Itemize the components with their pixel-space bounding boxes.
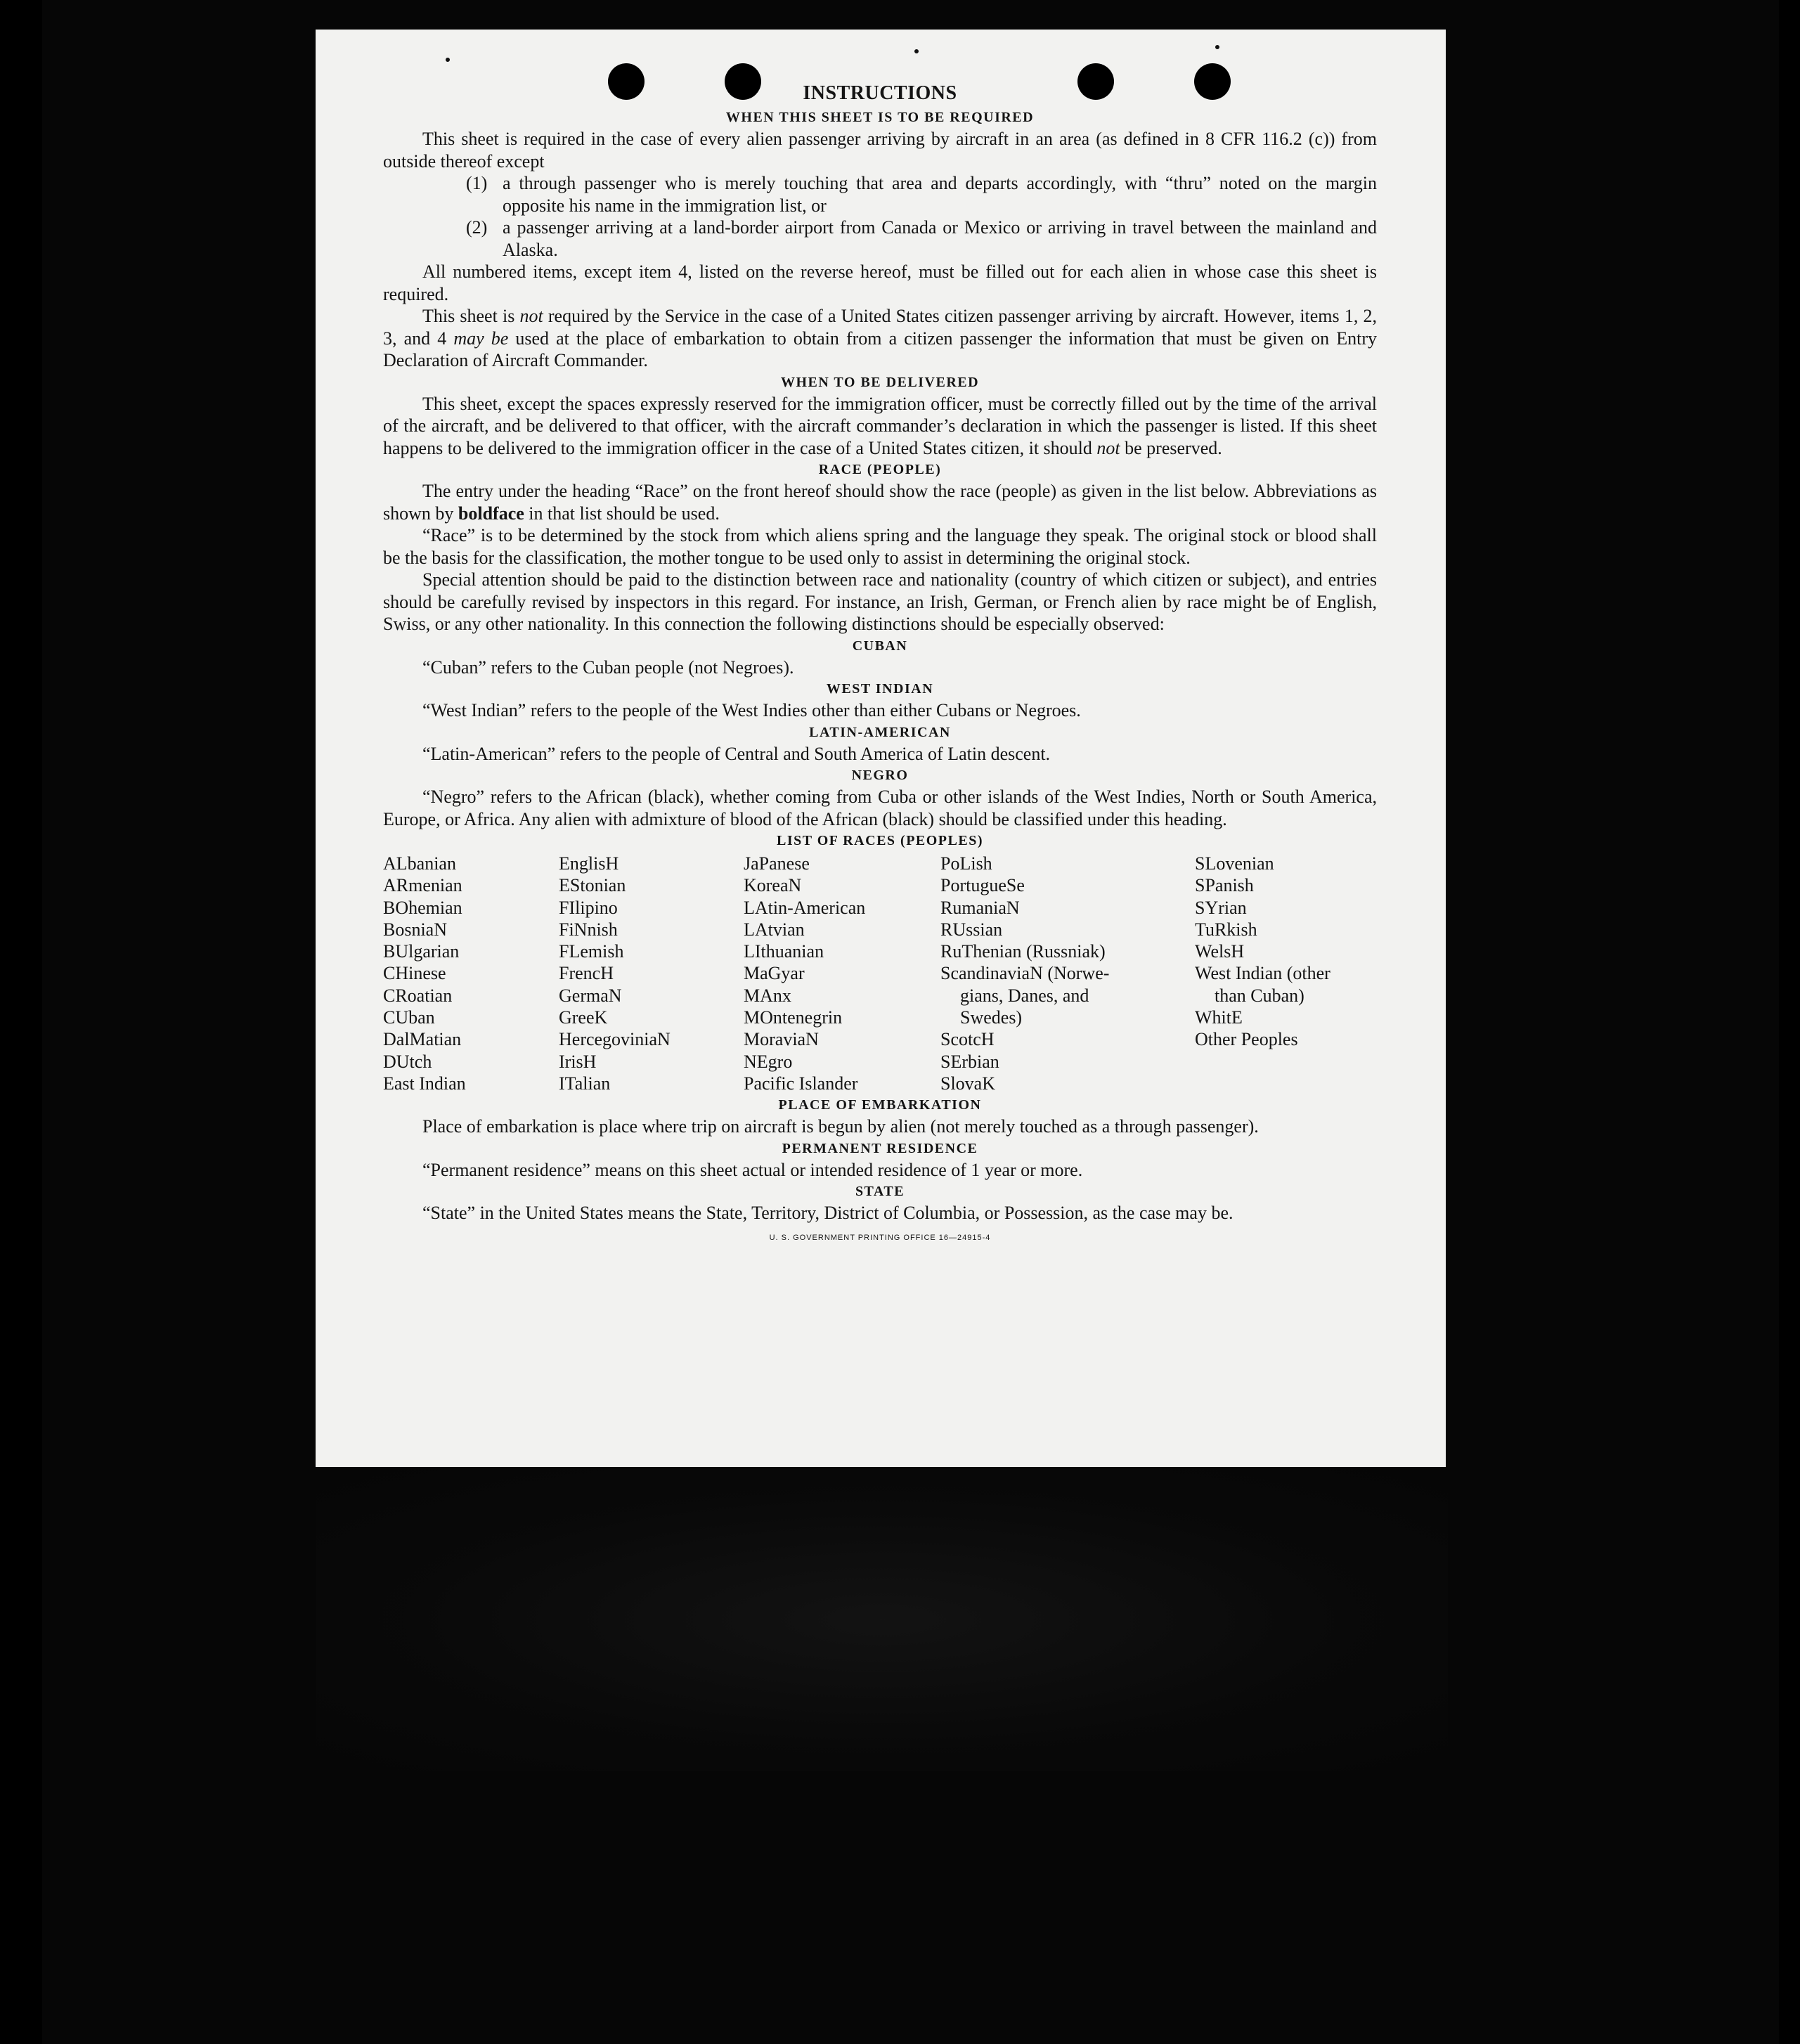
- list-item: WelsH: [1195, 941, 1245, 962]
- list-item: RuThenian (Russniak): [940, 941, 1106, 962]
- race-column-1: [383, 853, 559, 1094]
- paragraph-race-nationality: Special attention should be paid to the distinction between race and nationality (country of which citizen or subject), and entries should be carefully revised by inspectors in this regard. For instance, an Irish, German, or French alien by race might be of English, Swiss, or any other nationality. In this connection the following distinctions should be especially observed:: [383, 569, 1377, 634]
- list-item: BUlgarian: [383, 941, 460, 962]
- list-item: ARmenian: [383, 875, 462, 896]
- list-item: EnglisH: [559, 853, 619, 874]
- list-item: SErbian: [940, 1051, 999, 1072]
- list-item: LAtin-American: [744, 897, 866, 918]
- section-heading-negro: NEGRO: [851, 768, 909, 783]
- list-item: LAtvian: [744, 919, 805, 940]
- list-item: BosniaN: [383, 919, 447, 940]
- list-item: MoraviaN: [744, 1029, 819, 1050]
- section-heading-list-of-races: LIST OF RACES (PEOPLES): [776, 833, 983, 848]
- section-heading-embarkation: PLACE OF EMBARKATION: [778, 1097, 982, 1113]
- list-item: CUban: [383, 1007, 435, 1028]
- list-item: ITalian: [559, 1073, 611, 1094]
- scanner-background: [316, 1469, 1448, 1771]
- list-item: KoreaN: [744, 875, 802, 896]
- item-text: a passenger arriving at a land-border airport from Canada or Mexico or arriving in travel between the mainland and Alaska.: [503, 217, 1377, 260]
- section-heading-latin-american: LATIN-AMERICAN: [809, 724, 951, 740]
- list-item: TuRkish: [1195, 919, 1257, 940]
- section-heading-when-delivered: WHEN TO BE DELIVERED: [780, 374, 980, 390]
- list-item: HercegovinіaN: [559, 1029, 671, 1050]
- item-text: a through passenger who is merely touching that area and departs accordingly, with “thru” noted on the margin opposite his name in the immigration list, or: [503, 173, 1377, 216]
- ink-speck: [446, 58, 450, 62]
- list-item: BOhemian: [383, 897, 462, 918]
- list-item: IrisH: [559, 1051, 597, 1072]
- list-item-exception-1: [466, 172, 1377, 216]
- list-item: LIthuanian: [744, 941, 824, 962]
- list-item: DalMatian: [383, 1029, 462, 1050]
- list-item: ALbanian: [383, 853, 456, 874]
- section-heading-west-indian: WEST INDIAN: [826, 681, 934, 697]
- list-item: GermaN: [559, 985, 622, 1006]
- paragraph-permanent-residence: “Permanent residence” means on this sheet actual or intended residence of 1 year or more.: [422, 1159, 1083, 1180]
- list-item: West Indian (other: [1195, 963, 1330, 984]
- list-item: MAnx: [744, 985, 791, 1006]
- section-heading-cuban: CUBAN: [852, 638, 908, 654]
- punch-hole: [608, 63, 645, 100]
- list-item: East Indian: [383, 1073, 466, 1094]
- paragraph-race-entry: The entry under the heading “Race” on the front hereof should show the race (people) as given in the list below. Abbreviations as shown by boldface in that list should be used.: [383, 481, 1377, 524]
- list-item: SYrian: [1195, 897, 1247, 918]
- paragraph-west-indian: “West Indian” refers to the people of the West Indies other than either Cubans or Negroes.: [422, 700, 1081, 720]
- list-item: ScandinaviaN (Norwe-: [940, 963, 1110, 984]
- race-column-4: [940, 853, 1195, 1094]
- list-item: Pacific Islander: [744, 1073, 858, 1094]
- list-item: CHinese: [383, 963, 446, 984]
- list-item-exception-2: [466, 216, 1377, 261]
- list-item: SLovenian: [1195, 853, 1274, 874]
- list-item-continuation: than Cuban): [1215, 985, 1304, 1006]
- paragraph-race-stock: “Race” is to be determined by the stock from which aliens spring and the language they speak. The original stock or blood shall be the basis for the classification, the mother tongue to be used only to assist in determining the original stock.: [383, 525, 1377, 568]
- paragraph-state: “State” in the United States means the State, Territory, District of Columbia, or Possession, as the case may be.: [422, 1203, 1234, 1224]
- list-item-continuation: gians, Danes, and: [960, 985, 1089, 1006]
- list-item: PoLish: [940, 853, 992, 874]
- list-item: PortugueSe: [940, 875, 1025, 896]
- printer-imprint: U. S. GOVERNMENT PRINTING OFFICE 16—24915-4: [769, 1233, 991, 1242]
- section-heading-state: STATE: [855, 1184, 905, 1200]
- list-item: FiNnish: [559, 919, 618, 940]
- list-item: FIlipino: [559, 897, 618, 918]
- paragraph-citizen-passenger: This sheet is not required by the Service in the case of a United States citizen passenger arriving by aircraft. However, items 1, 2, 3, and 4 may be used at the place of embarkation to obtain from a citizen passenger the information that must be given on Entry Declaration of Aircraft Commander.: [383, 306, 1377, 370]
- paragraph-cuban: “Cuban” refers to the Cuban people (not Negroes).: [422, 656, 794, 678]
- scan-border-right: [1779, 0, 1800, 2044]
- ink-speck: [1215, 45, 1219, 49]
- ink-speck: [914, 49, 919, 53]
- race-column-2: [559, 853, 744, 1094]
- list-item: JaPanese: [744, 853, 810, 874]
- list-item-continuation: Swedes): [960, 1007, 1023, 1028]
- list-item: Other Peoples: [1195, 1029, 1298, 1050]
- paragraph-when-delivered: This sheet, except the spaces expressly reserved for the immigration officer, must be correctly filled out by the time of the arrival of the aircraft, and be delivered to that officer, with the aircraft commander’s declaration in which the passenger is listed. If this sheet happens to be delivered to the immigration officer in the case of a United States citizen, it should not be preserved.: [383, 393, 1377, 458]
- paragraph-latin-american: “Latin-American” refers to the people of Central and South America of Latin descent.: [422, 743, 1051, 764]
- punch-hole: [1194, 63, 1231, 100]
- list-item: WhitE: [1195, 1007, 1243, 1028]
- list-item: RUssian: [940, 919, 1003, 940]
- list-item: SlovaK: [940, 1073, 995, 1094]
- section-heading-permanent-residence: PERMANENT RESIDENCE: [782, 1140, 978, 1156]
- race-column-3: [744, 853, 940, 1094]
- list-item: DUtch: [383, 1051, 432, 1072]
- list-item: GreeK: [559, 1007, 608, 1028]
- punch-hole: [1077, 63, 1114, 100]
- paragraph-when-required-intro: This sheet is required in the case of every alien passenger arriving by aircraft in an area (as defined in 8 CFR 116.2 (c)) from outside thereof except: [383, 129, 1377, 172]
- list-item: MaGyar: [744, 963, 805, 984]
- race-list: [383, 853, 1377, 1094]
- paragraph-embarkation: Place of embarkation is place where trip on aircraft is begun by alien (not merely touched as a through passenger).: [422, 1116, 1259, 1137]
- paragraph-negro: “Negro” refers to the African (black), whether coming from Cuba or other islands of the West Indies, North or South America, Europe, or Africa. Any alien with admixture of blood of the African (black) should be classified under this heading.: [383, 787, 1377, 829]
- page-title: INSTRUCTIONS: [803, 82, 957, 104]
- list-item: EStonian: [559, 875, 626, 896]
- list-item: ScotcH: [940, 1029, 995, 1050]
- list-item: FLemish: [559, 941, 624, 962]
- list-item: MOntenegrin: [744, 1007, 843, 1028]
- list-item: FrencH: [559, 963, 614, 984]
- punch-hole: [725, 63, 761, 100]
- list-item: RumaniaN: [940, 897, 1020, 918]
- section-heading-race: RACE (PEOPLE): [818, 462, 942, 477]
- item-number: (2): [466, 217, 488, 238]
- list-item: CRoatian: [383, 985, 453, 1006]
- item-number: (1): [466, 173, 488, 193]
- paragraph-numbered-items: All numbered items, except item 4, listed on the reverse hereof, must be filled out for each alien in whose case this sheet is required.: [383, 261, 1377, 304]
- list-item: NEgro: [744, 1051, 793, 1072]
- race-column-5: [1195, 853, 1373, 1094]
- list-item: SPanish: [1195, 875, 1254, 896]
- section-heading-when-required: WHEN THIS SHEET IS TO BE REQUIRED: [725, 110, 1035, 125]
- scan-border-left: [0, 0, 42, 2044]
- instruction-sheet: [316, 30, 1446, 1467]
